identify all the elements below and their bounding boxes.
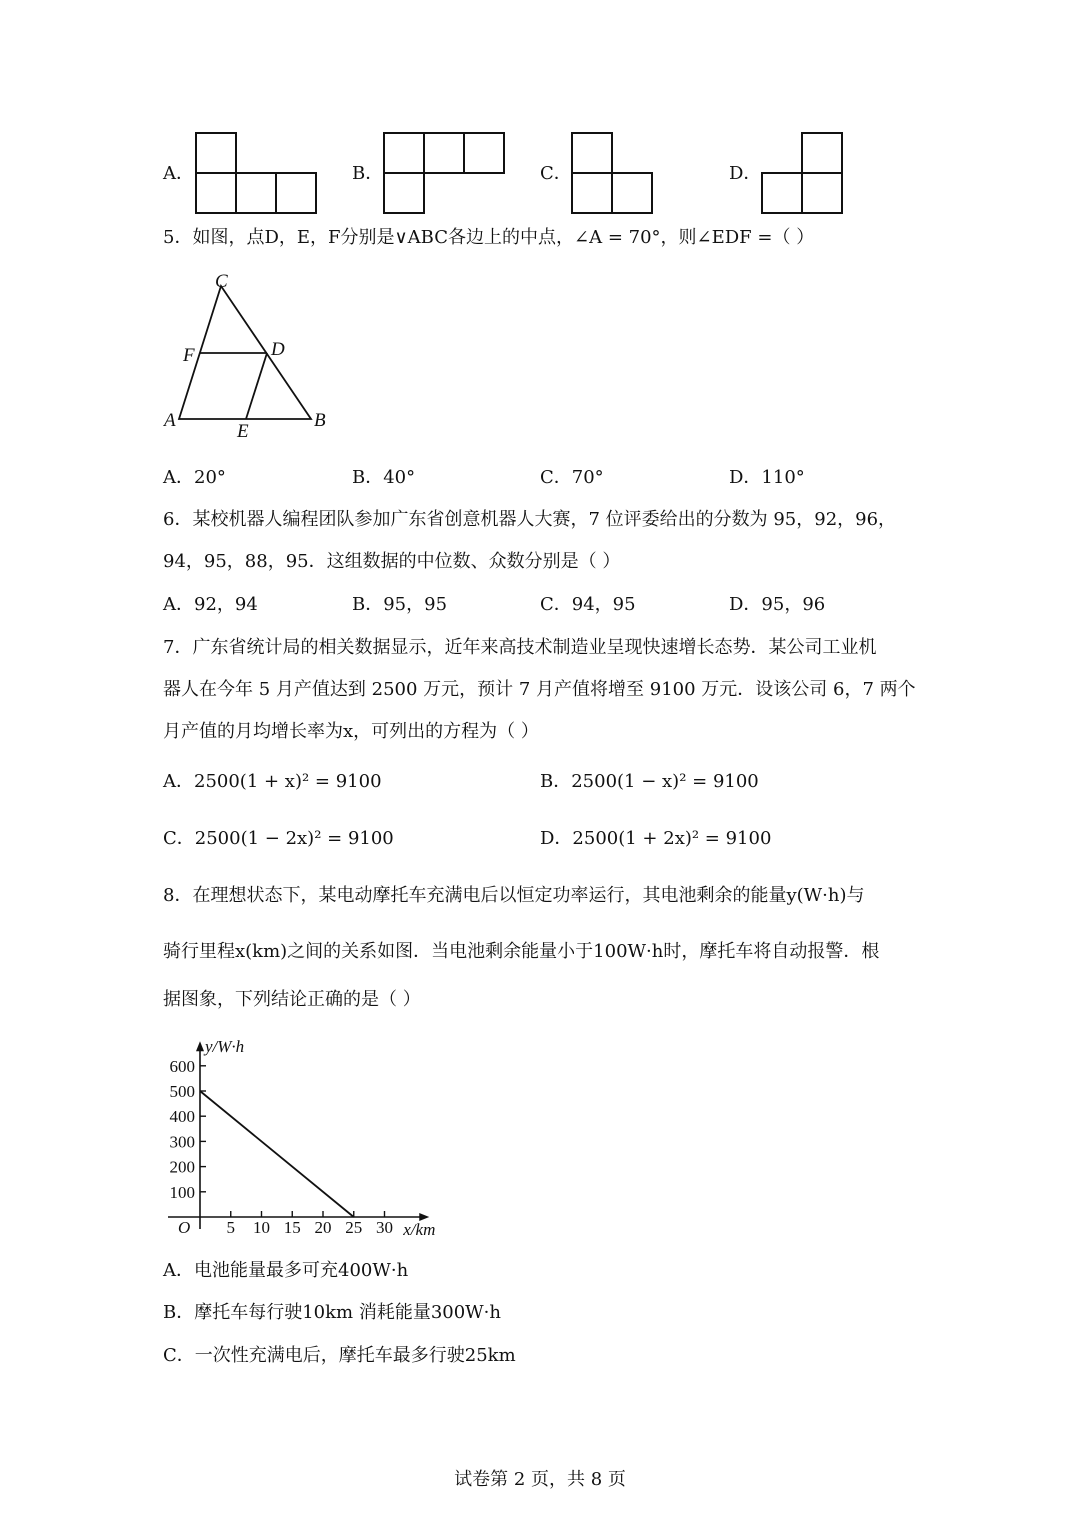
- y-tick-label: 400: [169, 1107, 195, 1127]
- y-tick-label: 500: [169, 1082, 195, 1101]
- y-tick-label: 300: [169, 1132, 195, 1152]
- q5-option-a: A．20°: [163, 467, 226, 488]
- q5-point-d: D: [271, 339, 285, 360]
- page-footer: 试卷第 2 页，共 8 页: [454, 1469, 626, 1490]
- q7-stem-line2: 器人在今年 5 月产值达到 2500 万元，预计 7 月产值将增至 9100 万元．设该公司 6，7 两个: [163, 679, 916, 700]
- q4-option-d-figure: [761, 132, 843, 214]
- q8-stem-line1: 8．在理想状态下，某电动摩托车充满电后以恒定功率运行，其电池剩余的能量y(W·h)与: [163, 885, 865, 906]
- q5-option-b: B．40°: [352, 467, 416, 488]
- q7-stem-line1: 7．广东省统计局的相关数据显示，近年来高技术制造业呈现快速增长态势．某公司工业机: [163, 637, 877, 658]
- q5-stem: 5．如图，点D，E，F分别是∨ABC各边上的中点，∠A = 70°，则∠EDF =（ ）: [163, 227, 815, 248]
- y-axis-arrow: [196, 1041, 204, 1051]
- q4-option-c-label: C．: [540, 163, 572, 184]
- q5-option-c: C．70°: [540, 467, 604, 488]
- q4-option-d-label: D．: [729, 163, 762, 184]
- q6-option-d: D．95，96: [729, 594, 826, 615]
- q8-option-b: B．摩托车每行驶10km 消耗能量300W·h: [163, 1302, 501, 1323]
- q6-option-b: B．95，95: [352, 594, 448, 615]
- q5-point-f: F: [183, 345, 195, 366]
- q7-option-d: D．2500(1 + 2x)² = 9100: [540, 828, 772, 849]
- x-tick-label: 10: [253, 1218, 270, 1237]
- q7-option-c: C．2500(1 − 2x)² = 9100: [163, 828, 394, 849]
- q8-energy-chart: [160, 1025, 460, 1245]
- series-line: [200, 1091, 354, 1217]
- y-axis-label: y/W·h: [205, 1037, 245, 1057]
- q7-stem-line3: 月产值的月均增长率为x，可列出的方程为（ ）: [163, 721, 539, 742]
- y-tick-label: 200: [169, 1157, 195, 1177]
- q5-triangle-figure: [160, 268, 340, 448]
- q6-option-a: A．92，94: [163, 594, 258, 615]
- q5-vertex-a: A: [164, 410, 176, 431]
- origin-label: O: [178, 1218, 191, 1237]
- y-tick-label: 100: [169, 1182, 195, 1202]
- q6-stem-line2: 94，95，88，95．这组数据的中位数、众数分别是（ ）: [163, 551, 621, 572]
- x-tick-label: 25: [345, 1218, 363, 1237]
- q4-option-a-figure: [195, 132, 317, 214]
- q6-option-c: C．94，95: [540, 594, 636, 615]
- x-tick-label: 20: [314, 1218, 332, 1237]
- x-tick-label: 5: [226, 1218, 235, 1237]
- x-axis-label: x/km: [403, 1220, 436, 1239]
- q7-option-b: B．2500(1 − x)² = 9100: [540, 771, 759, 792]
- q8-stem-line2: 骑行里程x(km)之间的关系如图．当电池剩余能量小于100W·h时，摩托车将自动报警．根: [163, 941, 880, 962]
- q7-option-a: A．2500(1 + x)² = 9100: [163, 771, 382, 792]
- x-tick-label: 30: [376, 1218, 393, 1237]
- q5-vertex-c: C: [215, 271, 228, 292]
- q5-option-d: D．110°: [729, 467, 805, 488]
- q4-option-b-label: B．: [352, 163, 384, 184]
- q8-stem-line3: 据图象，下列结论正确的是（ ）: [163, 989, 421, 1010]
- y-tick-label: 600: [169, 1056, 195, 1076]
- x-tick-label: 15: [283, 1218, 301, 1237]
- q8-option-a: A．电池能量最多可充400W·h: [163, 1260, 409, 1281]
- q5-vertex-b: B: [314, 410, 326, 431]
- q6-stem-line1: 6．某校机器人编程团队参加广东省创意机器人大赛，7 位评委给出的分数为 95，92，96，: [163, 509, 897, 530]
- q4-option-b-figure: [383, 132, 505, 214]
- q5-point-e: E: [237, 421, 249, 442]
- q4-option-a-label: A．: [163, 163, 194, 184]
- q8-option-c: C．一次性充满电后，摩托车最多行驶25km: [163, 1345, 516, 1366]
- q4-option-c-figure: [571, 132, 653, 214]
